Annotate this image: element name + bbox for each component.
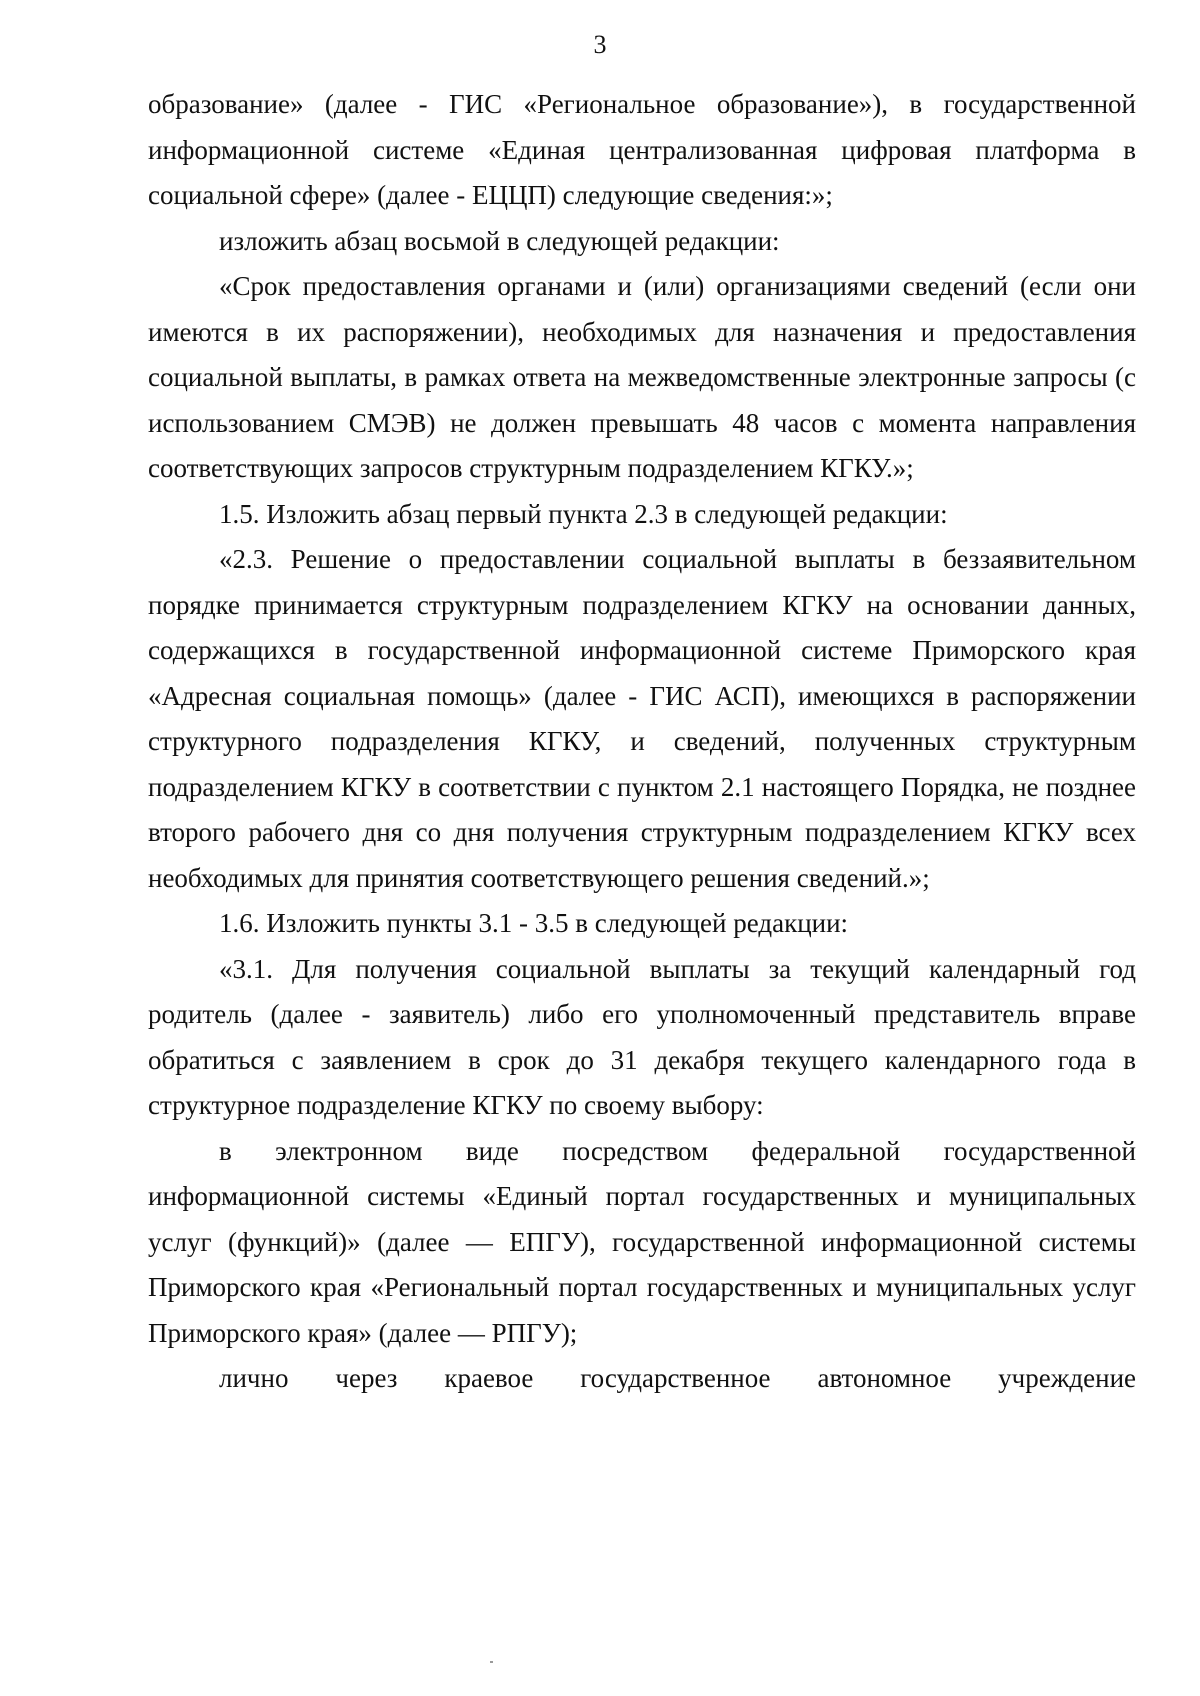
paragraph-in-person: лично через краевое государственное автономное учреждение [219,1363,1136,1393]
paragraph-continuation: образование» (далее - ГИС «Региональное образование»), в государственной информационной системе «Единая централизованная цифровая платформа в социальной сфере» (далее - ЕЦЦП) следующие сведения:»; [148,89,1136,210]
page-number: 3 [593,30,607,59]
paragraph-clause-2-3: «2.3. Решение о предоставлении социальной выплаты в беззаявительном порядке принимается структурным подразделением КГКУ на основании данных, содержащихся в государственной информационной системе Приморского края «Адресная социальная помощь» (далее - ГИС АСП), имеющихся в распоряжении структурного подразделения КГКУ, и сведений, полученных структурным подразделением КГКУ в соответствии с пунктом 2.1 настоящего Порядка, не позднее второго рабочего дня со дня получения структурным подразделением КГКУ всех необходимых для принятия соответствующего решения сведений.»; [148,544,1136,893]
document-body [148,82,1136,1402]
paragraph-item-1-5: 1.5. Изложить абзац первый пункта 2.3 в следующей редакции: [219,498,948,529]
paragraph-deadline-text: «Срок предоставления органами и (или) организациями сведений (если они имеются в их распоряжении), необходимых для назначения и предоставления социальной выплаты, в рамках ответа на межведомственные электронные запросы (с использованием СМЭВ) не должен превышать 48 часов с момента направления соответствующих запросов структурным подразделением КГКУ.»; [148,271,1136,483]
paragraph-amend-instruction: изложить абзац восьмой в следующей редакции: [219,225,780,256]
paragraph-clause-3-1: «3.1. Для получения социальной выплаты за текущий календарный год родитель (далее - заявитель) либо его уполномоченный представитель вправе обратиться с заявлением в срок до 31 декабря текущего календарного года в структурное подразделение КГКУ по своему выбору: [148,953,1136,1120]
scan-artifact [490,1661,493,1663]
paragraph-item-1-6: 1.6. Изложить пункты 3.1 - 3.5 в следующей редакции: [219,908,849,938]
paragraph-electronic-form: в электронном виде посредством федеральной государственной информационной системы «Единый портал государственных и муниципальных услуг (функций)» (далее — ЕПГУ), государственной информационной системы Приморского края «Региональный портал государственных и муниципальных услуг Приморского края» (далее — РПГУ); [148,1135,1136,1348]
